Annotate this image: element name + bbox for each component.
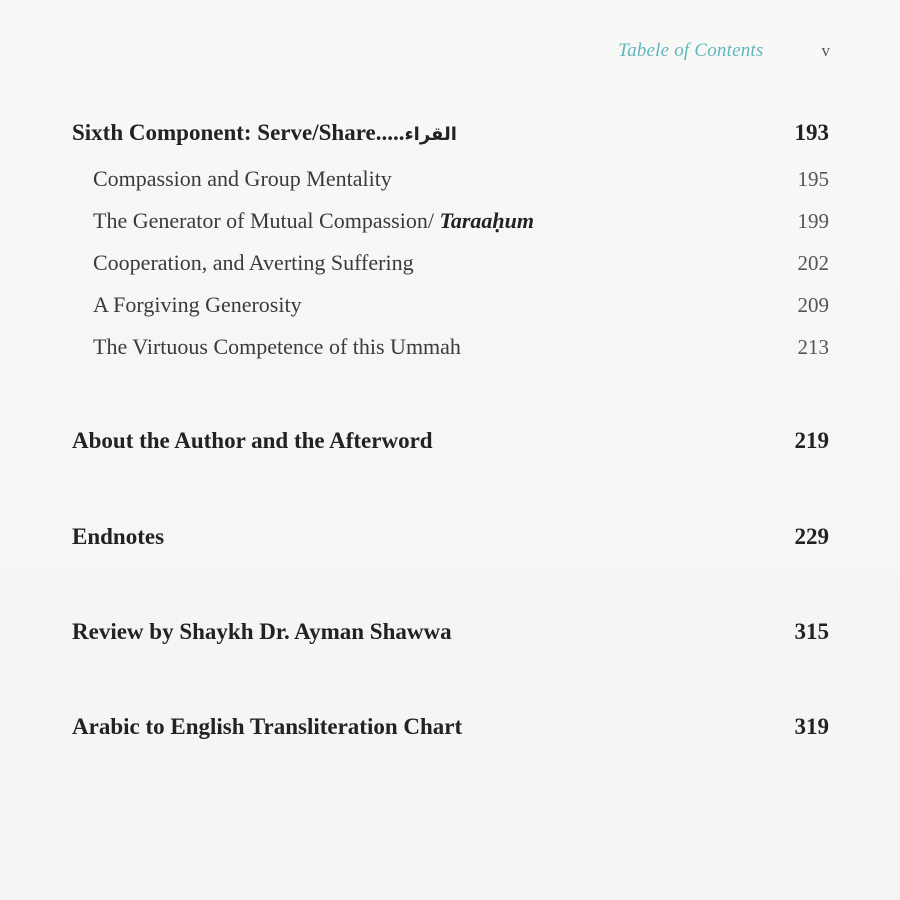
toc-subentry-page: 202	[797, 251, 829, 275]
toc-subentry-label-text: The Generator of Mutual Compassion/	[93, 208, 440, 233]
toc-subentry-label	[72, 208, 534, 234]
toc-entry-page: 193	[794, 120, 829, 145]
toc-subentry-label: Compassion and Group Mentality	[93, 166, 392, 191]
toc-entry-endnotes	[72, 524, 829, 550]
running-head	[618, 40, 830, 62]
toc-subentry-label: A Forgiving Generosity	[93, 292, 302, 317]
toc-subentry-page: 199	[797, 209, 829, 233]
toc-subentry	[72, 166, 829, 192]
toc-subentry	[72, 292, 829, 318]
toc-subentry-page: 213	[797, 335, 829, 359]
toc-entry-about-author	[72, 428, 829, 454]
page-folio: v	[821, 41, 830, 60]
toc-entry-page: 319	[794, 714, 829, 739]
arabic-term: القراء	[404, 124, 457, 145]
toc-subentry	[72, 250, 829, 276]
toc-subentry-label: The Virtuous Competence of this Ummah	[93, 334, 461, 359]
toc-entry-sixth-component	[72, 120, 829, 146]
toc-subentry	[72, 334, 829, 360]
toc-subentry-page: 195	[797, 167, 829, 191]
toc-subentry	[72, 208, 829, 234]
toc-entry-review	[72, 619, 829, 645]
toc-entry-label: Endnotes	[72, 524, 165, 549]
toc-entry-label	[72, 120, 457, 146]
toc-entry-label: About the Author and the Afterword	[72, 428, 433, 453]
toc-entry-label: Review by Shaykh Dr. Ayman Shawwa	[72, 619, 452, 644]
toc-subentry-label: Cooperation, and Averting Suffering	[93, 250, 414, 275]
toc-entry-transliteration-chart	[72, 714, 829, 740]
toc-entry-page: 229	[794, 524, 829, 549]
toc-entry-label: Arabic to English Transliteration Chart	[72, 714, 463, 739]
toc-entry-label-text: Sixth Component: Serve/Share.....	[72, 120, 405, 145]
toc-entry-page: 219	[794, 428, 829, 453]
toc-subentry-italic-term: Taraaḥum	[439, 208, 535, 233]
toc-entry-page: 315	[794, 619, 829, 644]
running-title: Tabele of Contents	[618, 40, 764, 61]
toc-subentry-page: 209	[797, 293, 829, 317]
